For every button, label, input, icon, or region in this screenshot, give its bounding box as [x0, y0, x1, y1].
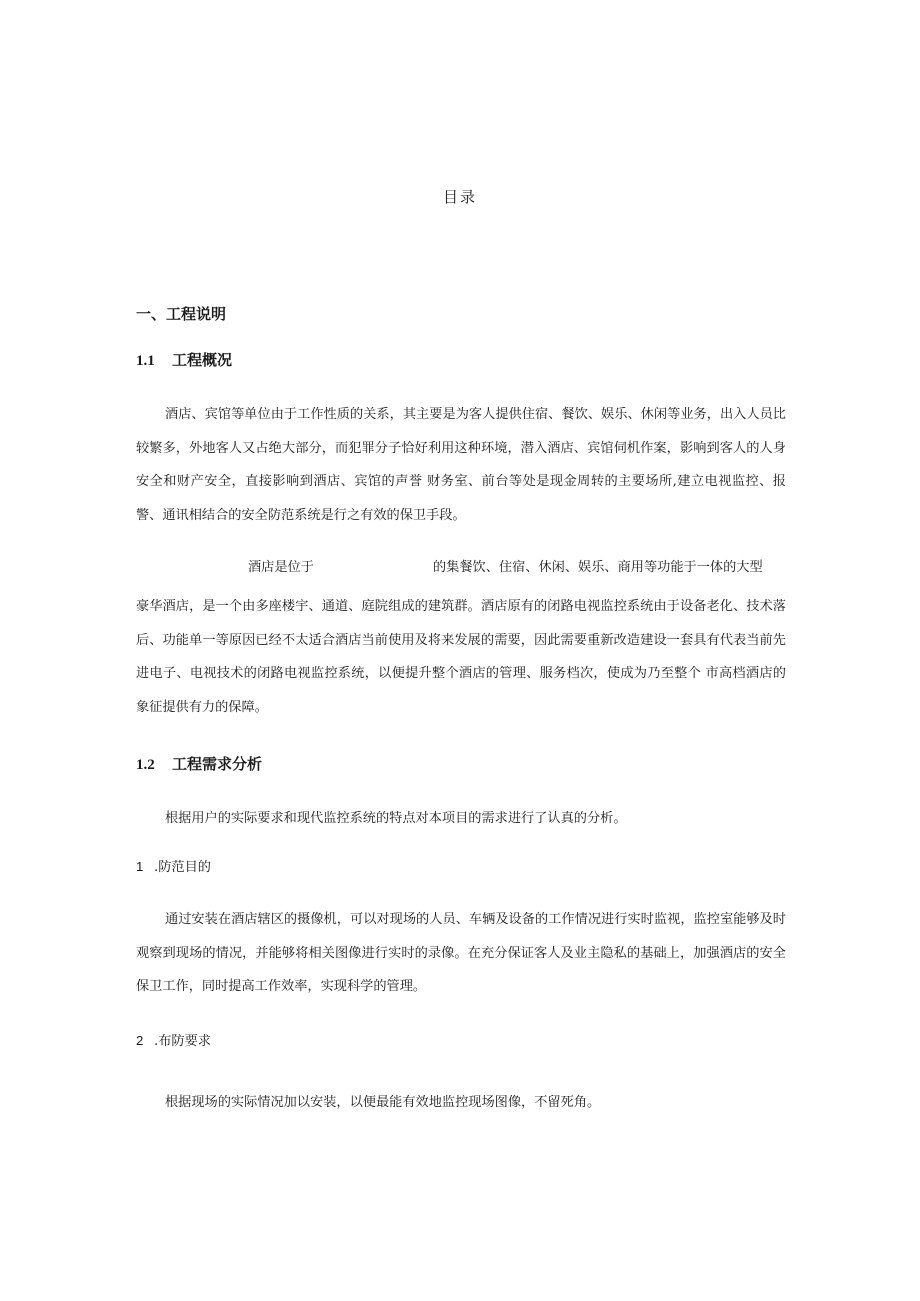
section-title: 工程概况: [172, 351, 233, 369]
paragraph-overview-2-middle: 的集餐饮、住宿、休闲、娱乐、商用等功能于一体的大型: [433, 560, 763, 575]
section-number: 1.2: [136, 757, 155, 773]
section-heading-1-2: [136, 753, 262, 774]
numbered-item-2-heading: [136, 1030, 211, 1049]
paragraph-protection-goal: 通过安装在酒店辖区的摄像机，可以对现场的人员、车辆及设备的工作情况进行实时监视，监控室能够及时观察到现场的情况，并能够将相关图像进行实时的录像。在充分保证客人及业主隐私的基础上，加强酒店的安全保卫工作，同时提高工作效率，实现科学的管理。: [136, 912, 786, 994]
item-number: 1: [136, 859, 144, 874]
paragraph-deployment-requirements: 根据现场的实际情况加以安装，以便最能有效地监控现场图像，不留死角。: [165, 1095, 601, 1110]
numbered-item-1-heading: [136, 856, 211, 875]
item-title: .防范目的: [154, 860, 211, 875]
paragraph-overview-2-start: 酒店是位于: [248, 560, 314, 575]
item-title: .布防要求: [154, 1034, 211, 1049]
section-number: 1.1: [136, 353, 155, 369]
section-heading-1: 一、工程说明: [136, 305, 227, 323]
item-number: 2: [136, 1033, 144, 1048]
paragraph-overview-2-rest: 豪华酒店，是一个由多座楼宇、通道、庭院组成的建筑群。酒店原有的闭路电视监控系统由于设备老化、技术落后、功能单一等原因已经不太适合酒店当前使用及将来发展的需要，因此需要重新改造建设一套具有代表当前先进电子、电视技术的闭路电视监控系统，以便提升整个酒店的管理、服务档次，使成为乃至整个 市高档酒店的象征提供有力的保障。: [136, 599, 786, 715]
paragraph-needs-intro: 根据用户的实际要求和现代监控系统的特点对本项目的需求进行了认真的分析。: [165, 811, 627, 826]
section-heading-1-1: [136, 349, 232, 370]
toc-title: 目录: [442, 188, 477, 206]
section-title: 工程需求分析: [172, 755, 263, 773]
paragraph-overview-1: 酒店、宾馆等单位由于工作性质的关系，其主要是为客人提供住宿、餐饮、娱乐、休闲等业务，出入人员比较繁多，外地客人又占绝大部分，而犯罪分子恰好利用这种环境，潜入酒店、宾馆伺机作案，影响到客人的人身安全和财产安全，直接影响到酒店、宾馆的声誉 财务室、前台等处是现金周转的主要场所,建立电视监控、报警、通讯相结合的安全防范系统是行之有效的保卫手段。: [136, 407, 786, 523]
